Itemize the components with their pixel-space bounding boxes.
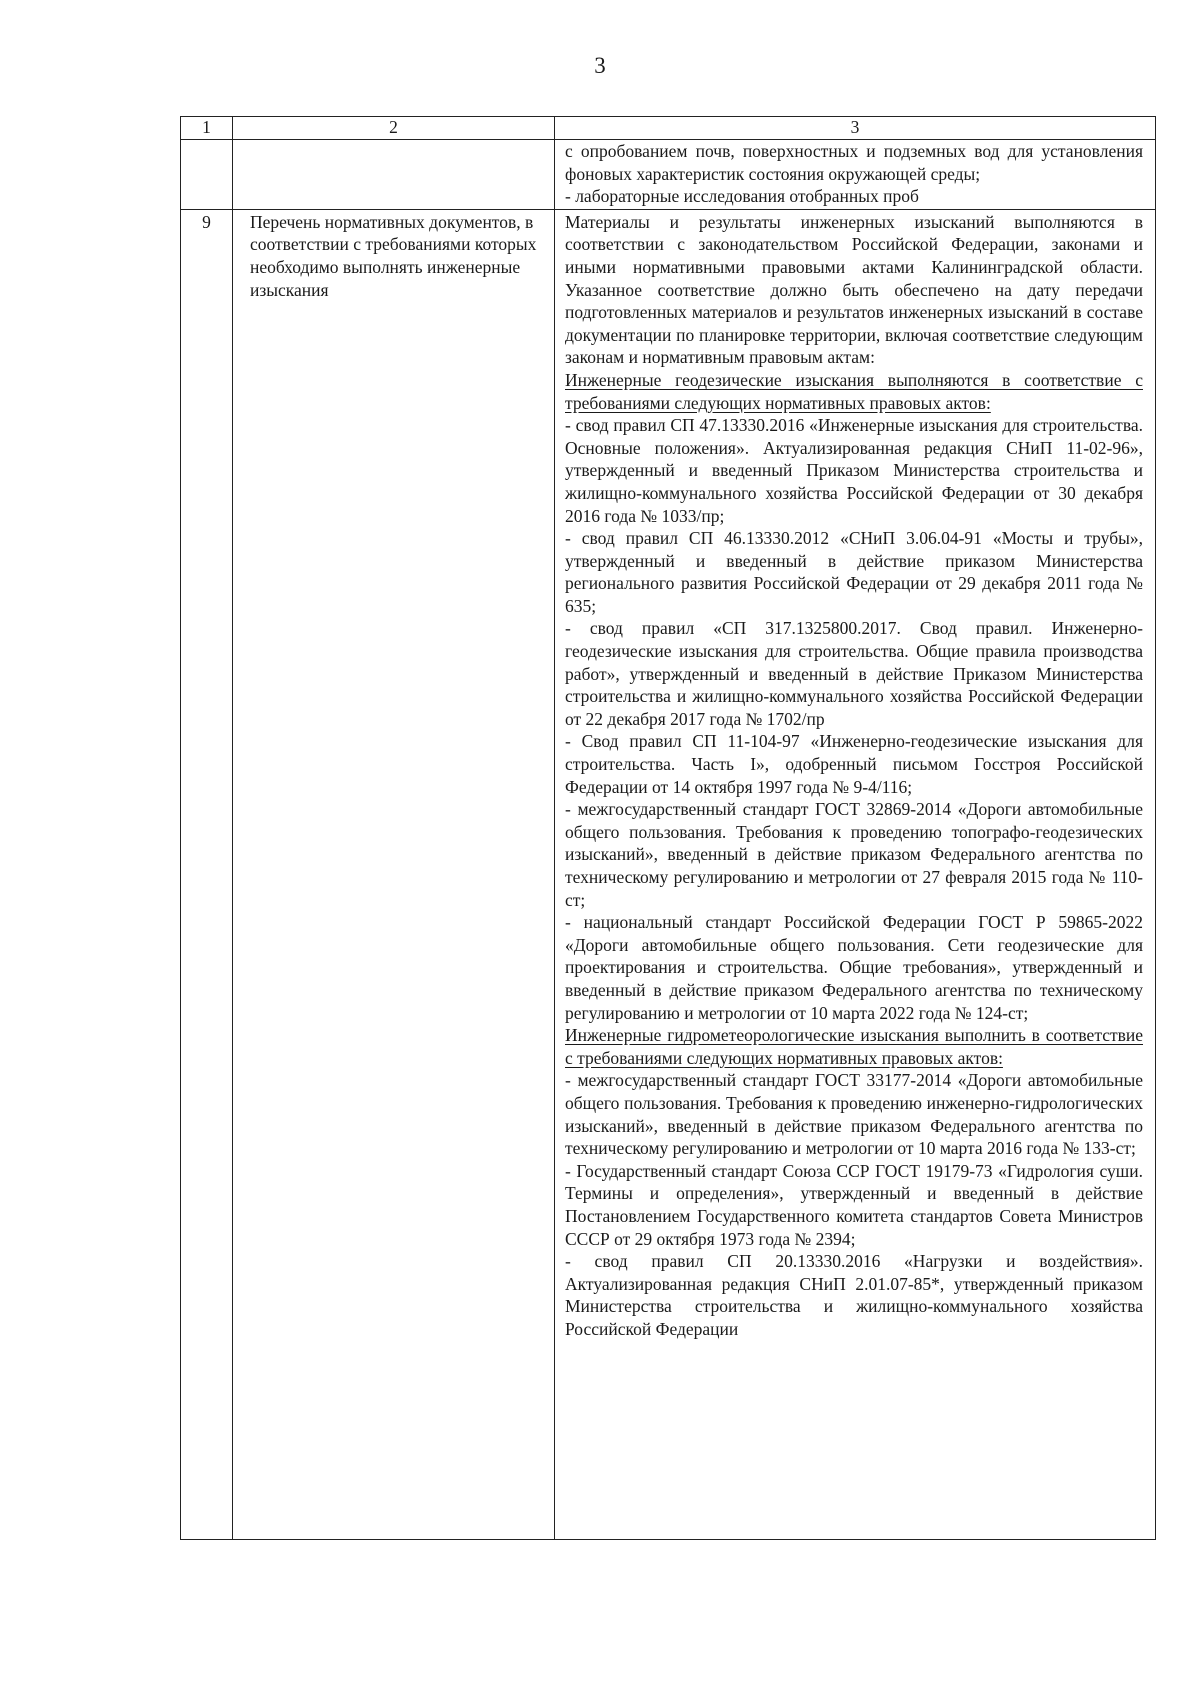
row-number: 9	[181, 209, 233, 1539]
header-col-1: 1	[181, 117, 233, 140]
row-content	[555, 209, 1156, 1539]
continuation-name-cell	[233, 140, 555, 210]
header-col-3: 3	[555, 117, 1156, 140]
continuation-last-item: - лабораторные исследования отобранных проб	[565, 186, 919, 207]
requirements-table	[180, 116, 1156, 1540]
page-number: 3	[594, 53, 606, 78]
continuation-row	[181, 140, 1156, 210]
list-item: - национальный стандарт Российской Федерации ГОСТ Р 59865-2022 «Дороги автомобильные общего пользования. Сети геодезические для проектирования и строительства. Общие требования», утвержденный и введенный в действие приказом Федерального агентства по техническому регулированию и метрологии от 10 марта 2022 года № 124-ст;	[565, 912, 1143, 1023]
geodetic-heading: Инженерные геодезические изыскания выполняются в соответствие с требованиями следующих нормативных правовых актов:	[565, 369, 1143, 413]
continuation-content-cell	[555, 140, 1156, 210]
row-name: Перечень нормативных документов, в соответствии с требованиями которых необходимо выполнять инженерные изыскания	[233, 209, 555, 1539]
list-item: - свод правил СП 46.13330.2012 «СНиП 3.06.04-91 «Мосты и трубы», утвержденный и введенный в действие приказом Министерства регионального развития Российской Федерации от 29 декабря 2011 года № 635;	[565, 528, 1143, 616]
list-item: - свод правил СП 47.13330.2016 «Инженерные изыскания для строительства. Основные положения». Актуализированная редакция СНиП 11-02-96», утвержденный и введенный Приказом Министерства строительства и жилищно-коммунального хозяйства Российской Федерации от 30 декабря 2016 года № 1033/пр;	[565, 415, 1143, 526]
continuation-number-cell	[181, 140, 233, 210]
hydro-heading: Инженерные гидрометеорологические изыскания выполнить в соответствие с требованиями следующих нормативных правовых актов:	[565, 1025, 1143, 1068]
list-item: - свод правил «СП 317.1325800.2017. Свод правил. Инженерно-геодезические изыскания для строительства. Общие правила производства работ», утвержденный и введенный в действие Приказом Министерства строительства и жилищно-коммунального хозяйства Российской Федерации от 22 декабря 2017 года № 1702/пр	[565, 618, 1143, 729]
list-item: - межгосударственный стандарт ГОСТ 33177-2014 «Дороги автомобильные общего пользования. Требования к проведению инженерно-гидрологических изысканий», введенный в действие приказом Федерального агентства по техническому регулированию и метрологии от 10 марта 2016 года № 133-ст;	[565, 1070, 1143, 1159]
table-row-9	[181, 209, 1156, 1539]
continuation-text: с опробованием почв, поверхностных и подземных вод для установления фоновых характеристик состояния окружающей среды;	[565, 141, 1143, 184]
list-item: - Свод правил СП 11-104-97 «Инженерно-геодезические изыскания для строительства. Часть I», одобренный письмом Госстроя Российской Федерации от 14 октября 1997 года № 9-4/116;	[565, 731, 1143, 797]
table-header-row	[181, 117, 1156, 140]
list-item: - межгосударственный стандарт ГОСТ 32869-2014 «Дороги автомобильные общего пользования. Требования к проведению топографо-геодезических изысканий», введенный в действие приказом Федерального агентства по техническому регулированию и метрологии от 27 февраля 2015 года № 110-ст;	[565, 799, 1143, 910]
header-col-2: 2	[233, 117, 555, 140]
list-item: - Государственный стандарт Союза ССР ГОСТ 19179-73 «Гидрология суши. Термины и определения», утвержденный и введенный в действие Постановлением Государственного комитета стандартов Совета Министров СССР от 29 октября 1973 года № 2394;	[565, 1160, 1143, 1249]
list-item: - свод правил СП 20.13330.2016 «Нагрузки и воздействия». Актуализированная редакция СНиП 2.01.07-85*, утвержденный приказом Министерства строительства и жилищно-коммунального хозяйства Российской Федерации	[565, 1251, 1143, 1339]
content-intro: Материалы и результаты инженерных изысканий выполняются в соответствии с законодательством Российской Федерации, законами и иными нормативными правовыми актами Калининградской области. Указанное соответствие должно быть обеспечено на дату передачи подготовленных материалов и результатов инженерных изысканий в составе документации по планировке территории, включая соответствие следующим законам и нормативным правовым актам:	[565, 211, 1143, 368]
